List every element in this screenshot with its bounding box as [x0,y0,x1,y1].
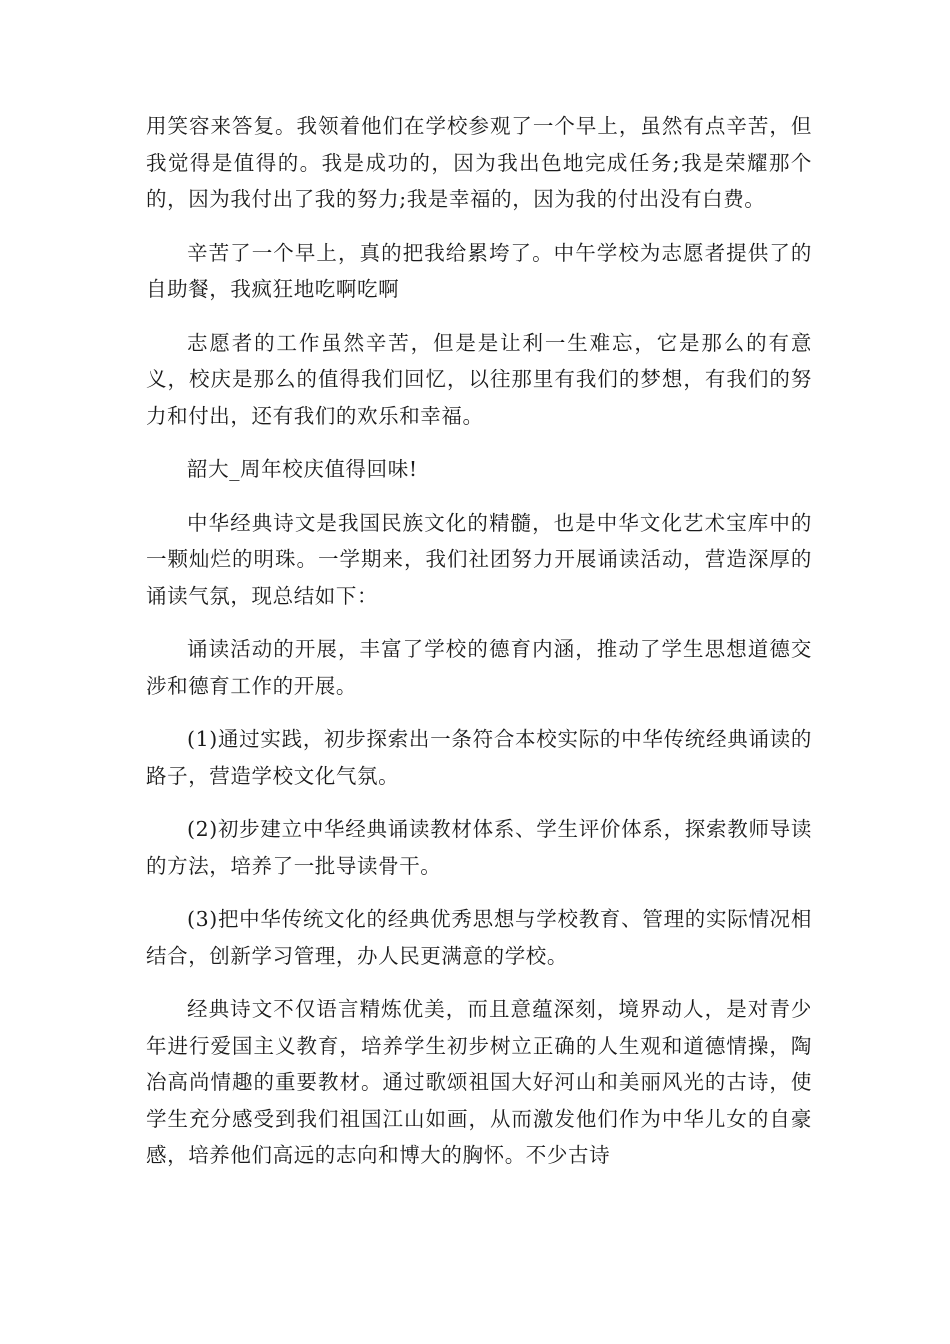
paragraph-2: 辛苦了一个早上，真的把我给累垮了。中午学校为志愿者提供了的自助餐，我疯狂地吃啊吃啊 [146,240,812,301]
document-body [146,108,812,1191]
paragraph-8: (2)初步建立中华经典诵读教材体系、学生评价体系，探索教师导读的方法，培养了一批导读骨干。 [146,817,812,878]
paragraph-5: 中华经典诗文是我国民族文化的精髓，也是中华文化艺术宝库中的一颗灿烂的明珠。一学期来，我们社团努力开展诵读活动，营造深厚的诵读气氛，现总结如下： [146,510,812,608]
paragraph-3: 志愿者的工作虽然辛苦，但是是让利一生难忘，它是那么的有意义，校庆是那么的值得我们回忆，以往那里有我们的梦想，有我们的努力和付出，还有我们的欢乐和幸福。 [146,330,812,428]
paragraph-4: 韶大_周年校庆值得回味! [187,457,418,481]
paragraph-9: (3)把中华传统文化的经典优秀思想与学校教育、管理的实际情况相结合，创新学习管理，办人民更满意的学校。 [146,907,812,968]
paragraph-7: (1)通过实践，初步探索出一条符合本校实际的中华传统经典诵读的路子，营造学校文化气氛。 [146,727,812,788]
paragraph-10: 经典诗文不仅语言精炼优美，而且意蕴深刻，境界动人，是对青少年进行爱国主义教育，培养学生初步树立正确的人生观和道德情操，陶冶高尚情趣的重要教材。通过歌颂祖国大好河山和美丽风光的古诗，使学生充分感受到我们祖国江山如画，从而激发他们作为中华儿女的自豪感，培养他们高远的志向和博大的胸怀。不少古诗 [146,997,812,1167]
paragraph-6: 诵读活动的开展，丰富了学校的德育内涵，推动了学生思想道德交涉和德育工作的开展。 [146,637,812,698]
paragraph-1: 用笑容来答复。我领着他们在学校参观了一个早上，虽然有点辛苦，但我觉得是值得的。我是成功的，因为我出色地完成任务;我是荣耀那个的，因为我付出了我的努力;我是幸福的，因为我的付出没有白费。 [146,114,812,211]
